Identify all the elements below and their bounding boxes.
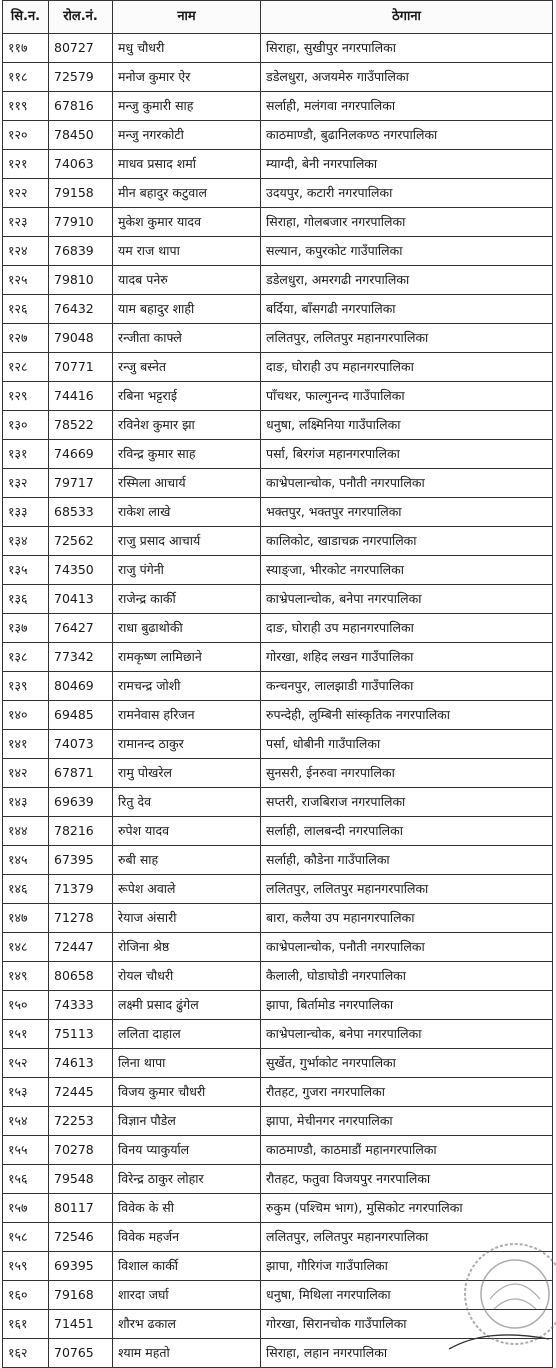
address-cell: पाँचथर, फाल्गुनन्द गाउँपालिका [261, 382, 553, 411]
name-cell: विवेक के सी [113, 1194, 261, 1223]
roll-number-cell: 70278 [49, 1136, 113, 1165]
name-cell: लिना थापा [113, 1049, 261, 1078]
address-cell: सर्लाही, मलंगवा नगरपालिका [261, 92, 553, 121]
header-serial-number: सि.न. [3, 1, 49, 34]
address-cell: ललितपुर, ललितपुर महानगरपालिका [261, 875, 553, 904]
serial-number-cell: १४७ [3, 904, 49, 933]
address-cell: कालिकोट, खाडाचक्र नगरपालिका [261, 527, 553, 556]
table-row [3, 353, 553, 382]
address-cell: स्याङ्जा, भीरकोट नगरपालिका [261, 556, 553, 585]
address-cell: सिराहा, लहान नगरपालिका [261, 1339, 553, 1368]
roll-number-cell: 72447 [49, 933, 113, 962]
name-cell: मनोज कुमार ऐर [113, 63, 261, 92]
serial-number-cell: १४२ [3, 759, 49, 788]
roll-number-cell: 75113 [49, 1020, 113, 1049]
roll-number-cell: 67871 [49, 759, 113, 788]
name-cell: रितु देव [113, 788, 261, 817]
address-cell: डडेलधुरा, अमरगढी नगरपालिका [261, 266, 553, 295]
address-cell: धनुषा, मिथिला नगरपालिका [261, 1281, 553, 1310]
name-cell: राकेश लाखे [113, 498, 261, 527]
header-address: ठेगाना [261, 1, 553, 34]
name-cell: रविनेश कुमार झा [113, 411, 261, 440]
table-row [3, 498, 553, 527]
name-cell: रोजिना श्रेष्ठ [113, 933, 261, 962]
roll-number-cell: 68533 [49, 498, 113, 527]
table-row [3, 1252, 553, 1281]
name-cell: ललिता दाहाल [113, 1020, 261, 1049]
serial-number-cell: १५० [3, 991, 49, 1020]
roll-number-cell: 74063 [49, 150, 113, 179]
roll-number-cell: 71379 [49, 875, 113, 904]
serial-number-cell: १४८ [3, 933, 49, 962]
roll-number-cell: 71278 [49, 904, 113, 933]
serial-number-cell: १२८ [3, 353, 49, 382]
table-row [3, 759, 553, 788]
name-cell: यम राज थापा [113, 237, 261, 266]
address-cell: झापा, गौरिगंज गाउँपालिका [261, 1252, 553, 1281]
serial-number-cell: १५८ [3, 1223, 49, 1252]
table-header [3, 1, 553, 34]
table-row [3, 788, 553, 817]
address-cell: ललितपुर, ललितपुर महानगरपालिका [261, 1223, 553, 1252]
table-row [3, 121, 553, 150]
name-cell: रन्जीता काफ्ले [113, 324, 261, 353]
roll-number-cell: 74669 [49, 440, 113, 469]
address-cell: रौतहट, फतुवा विजयपुर नगरपालिका [261, 1165, 553, 1194]
roll-number-cell: 78522 [49, 411, 113, 440]
roll-number-cell: 78216 [49, 817, 113, 846]
address-cell: सिराहा, सुखीपुर नगरपालिका [261, 34, 553, 63]
name-cell: रामानन्द ठाकुर [113, 730, 261, 759]
table-row [3, 991, 553, 1020]
table-row [3, 1078, 553, 1107]
address-cell: पर्सा, बिरगंज महानगरपालिका [261, 440, 553, 469]
name-cell: राजु प्रसाद आचार्य [113, 527, 261, 556]
name-cell: रन्जु बस्नेत [113, 353, 261, 382]
roll-number-cell: 72546 [49, 1223, 113, 1252]
roll-number-cell: 72445 [49, 1078, 113, 1107]
name-cell: मधु चौधरी [113, 34, 261, 63]
address-cell: बारा, कलैया उप महानगरपालिका [261, 904, 553, 933]
serial-number-cell: १५७ [3, 1194, 49, 1223]
table-row [3, 875, 553, 904]
name-cell: राधा बुढाथोकी [113, 614, 261, 643]
table-row [3, 179, 553, 208]
roll-number-cell: 79810 [49, 266, 113, 295]
table-row [3, 1049, 553, 1078]
serial-number-cell: १६१ [3, 1310, 49, 1339]
name-cell: रामु पोखरेल [113, 759, 261, 788]
serial-number-cell: १४४ [3, 817, 49, 846]
serial-number-cell: १२७ [3, 324, 49, 353]
serial-number-cell: १३२ [3, 469, 49, 498]
table-row [3, 382, 553, 411]
name-cell: मन्जु कुमारी साह [113, 92, 261, 121]
table-row [3, 730, 553, 759]
serial-number-cell: १५६ [3, 1165, 49, 1194]
candidate-table [2, 0, 553, 1368]
name-cell: श्याम महतो [113, 1339, 261, 1368]
serial-number-cell: १४६ [3, 875, 49, 904]
roll-number-cell: 79048 [49, 324, 113, 353]
roll-number-cell: 70413 [49, 585, 113, 614]
table-row [3, 411, 553, 440]
serial-number-cell: १४० [3, 701, 49, 730]
address-cell: म्याग्दी, बेनी नगरपालिका [261, 150, 553, 179]
table-row [3, 208, 553, 237]
address-cell: रुकुम (पश्चिम भाग), मुसिकोट नगरपालिका [261, 1194, 553, 1223]
roll-number-cell: 80727 [49, 34, 113, 63]
roll-number-cell: 72253 [49, 1107, 113, 1136]
name-cell: विज्ञान पौडेल [113, 1107, 261, 1136]
table-row [3, 1165, 553, 1194]
roll-number-cell: 69639 [49, 788, 113, 817]
address-cell: झापा, मेचीनगर नगरपालिका [261, 1107, 553, 1136]
roll-number-cell: 69395 [49, 1252, 113, 1281]
table-row [3, 440, 553, 469]
serial-number-cell: १४३ [3, 788, 49, 817]
name-cell: राजेन्द्र कार्की [113, 585, 261, 614]
roll-number-cell: 80117 [49, 1194, 113, 1223]
roll-number-cell: 77910 [49, 208, 113, 237]
table-row [3, 1223, 553, 1252]
name-cell: रेयाज अंसारी [113, 904, 261, 933]
header-row [3, 1, 553, 34]
serial-number-cell: ११९ [3, 92, 49, 121]
address-cell: रुपन्देही, लुम्बिनी सांस्कृतिक नगरपालिका [261, 701, 553, 730]
address-cell: काभ्रेपलान्चोक, पनौती नगरपालिका [261, 469, 553, 498]
name-cell: रामनेवास हरिजन [113, 701, 261, 730]
roll-number-cell: 74073 [49, 730, 113, 759]
serial-number-cell: १३४ [3, 527, 49, 556]
serial-number-cell: १३० [3, 411, 49, 440]
address-cell: दाङ, घोराही उप महानगरपालिका [261, 353, 553, 382]
name-cell: विनय प्याकुर्याल [113, 1136, 261, 1165]
table-row [3, 672, 553, 701]
table-row [3, 1136, 553, 1165]
address-cell: सर्लाही, लालबन्दी नगरपालिका [261, 817, 553, 846]
name-cell: रूपेश अवाले [113, 875, 261, 904]
serial-number-cell: १३७ [3, 614, 49, 643]
name-cell: शौरभ ढकाल [113, 1310, 261, 1339]
address-cell: काभ्रेपलान्चोक, पनौती नगरपालिका [261, 933, 553, 962]
address-cell: सुर्खेत, गुर्भाकोट नगरपालिका [261, 1049, 553, 1078]
address-cell: सल्यान, कपुरकोट गाउँपालिका [261, 237, 553, 266]
serial-number-cell: १३६ [3, 585, 49, 614]
serial-number-cell: १३८ [3, 643, 49, 672]
table-row [3, 1281, 553, 1310]
roll-number-cell: 70771 [49, 353, 113, 382]
name-cell: रुबी साह [113, 846, 261, 875]
roll-number-cell: 76432 [49, 295, 113, 324]
name-cell: रुपेश यादव [113, 817, 261, 846]
serial-number-cell: १३५ [3, 556, 49, 585]
table-row [3, 1339, 553, 1368]
serial-number-cell: १४९ [3, 962, 49, 991]
roll-number-cell: 72579 [49, 63, 113, 92]
address-cell: सिराहा, गोलबजार नगरपालिका [261, 208, 553, 237]
name-cell: रबिना भट्टराई [113, 382, 261, 411]
address-cell: भक्तपुर, भक्तपुर नगरपालिका [261, 498, 553, 527]
address-cell: झापा, बिर्तामोड नगरपालिका [261, 991, 553, 1020]
table-row [3, 324, 553, 353]
roll-number-cell: 74416 [49, 382, 113, 411]
address-cell: दाङ, घोराही उप महानगरपालिका [261, 614, 553, 643]
roll-number-cell: 72562 [49, 527, 113, 556]
table-row [3, 817, 553, 846]
roll-number-cell: 67816 [49, 92, 113, 121]
address-cell: रौतहट, गुजरा नगरपालिका [261, 1078, 553, 1107]
name-cell: रविन्द्र कुमार साह [113, 440, 261, 469]
table-row [3, 1194, 553, 1223]
name-cell: माधव प्रसाद शर्मा [113, 150, 261, 179]
serial-number-cell: ११७ [3, 34, 49, 63]
table-row [3, 904, 553, 933]
serial-number-cell: १५५ [3, 1136, 49, 1165]
serial-number-cell: १४५ [3, 846, 49, 875]
address-cell: गोरखा, सिरानचोक गाउँपालिका [261, 1310, 553, 1339]
name-cell: मन्जु नगरकोटी [113, 121, 261, 150]
roll-number-cell: 74333 [49, 991, 113, 1020]
roll-number-cell: 77342 [49, 643, 113, 672]
table-row [3, 295, 553, 324]
table-row [3, 1107, 553, 1136]
table-row [3, 92, 553, 121]
table-row [3, 63, 553, 92]
serial-number-cell: १५३ [3, 1078, 49, 1107]
serial-number-cell: १६० [3, 1281, 49, 1310]
serial-number-cell: १३३ [3, 498, 49, 527]
serial-number-cell: १२३ [3, 208, 49, 237]
roll-number-cell: 67395 [49, 846, 113, 875]
roll-number-cell: 69485 [49, 701, 113, 730]
name-cell: विवेक महर्जन [113, 1223, 261, 1252]
roll-number-cell: 76427 [49, 614, 113, 643]
name-cell: रामकृष्ण लामिछाने [113, 643, 261, 672]
serial-number-cell: १२२ [3, 179, 49, 208]
name-cell: विजय कुमार चौधरी [113, 1078, 261, 1107]
roll-number-cell: 79717 [49, 469, 113, 498]
roll-number-cell: 71451 [49, 1310, 113, 1339]
address-cell: काभ्रेपलान्चोक, बनेपा नगरपालिका [261, 1020, 553, 1049]
roll-number-cell: 79168 [49, 1281, 113, 1310]
address-cell: काभ्रेपलान्चोक, बनेपा नगरपालिका [261, 585, 553, 614]
serial-number-cell: १५२ [3, 1049, 49, 1078]
table-row [3, 1020, 553, 1049]
roll-number-cell: 74350 [49, 556, 113, 585]
header-roll-number: रोल.नं. [49, 1, 113, 34]
serial-number-cell: १२६ [3, 295, 49, 324]
name-cell: याम बहादुर शाही [113, 295, 261, 324]
name-cell: रोयल चौधरी [113, 962, 261, 991]
address-cell: सुनसरी, ईनरुवा नगरपालिका [261, 759, 553, 788]
address-cell: गोरखा, शहिद लखन गाउँपालिका [261, 643, 553, 672]
address-cell: डडेलधुरा, अजयमेरु गाउँपालिका [261, 63, 553, 92]
table-row [3, 266, 553, 295]
address-cell: काठमाण्डौ, बुढानिलकण्ठ नगरपालिका [261, 121, 553, 150]
table-row [3, 933, 553, 962]
serial-number-cell: १२९ [3, 382, 49, 411]
roll-number-cell: 79548 [49, 1165, 113, 1194]
name-cell: विरेन्द्र ठाकुर लोहार [113, 1165, 261, 1194]
roll-number-cell: 80658 [49, 962, 113, 991]
table-row [3, 527, 553, 556]
table-row [3, 469, 553, 498]
address-cell: पर्सा, धोबीनी गाउँपालिका [261, 730, 553, 759]
table-row [3, 237, 553, 266]
serial-number-cell: ११८ [3, 63, 49, 92]
roll-number-cell: 80469 [49, 672, 113, 701]
table-row [3, 585, 553, 614]
roll-number-cell: 78450 [49, 121, 113, 150]
address-cell: ललितपुर, ललितपुर महानगरपालिका [261, 324, 553, 353]
name-cell: शारदा जर्घा [113, 1281, 261, 1310]
table-row [3, 962, 553, 991]
serial-number-cell: १५४ [3, 1107, 49, 1136]
table-row [3, 150, 553, 179]
name-cell: राजु पंगेनी [113, 556, 261, 585]
name-cell: यादब पनेरु [113, 266, 261, 295]
table-body [3, 34, 553, 1368]
roll-number-cell: 76839 [49, 237, 113, 266]
serial-number-cell: १२५ [3, 266, 49, 295]
serial-number-cell: १२४ [3, 237, 49, 266]
serial-number-cell: १२० [3, 121, 49, 150]
address-cell: बर्दिया, बाँसगढी नगरपालिका [261, 295, 553, 324]
address-cell: धनुषा, लक्ष्मिनिया गाउँपालिका [261, 411, 553, 440]
name-cell: लक्ष्मी प्रसाद ढुंगेल [113, 991, 261, 1020]
name-cell: मीन बहादुर कटुवाल [113, 179, 261, 208]
header-name: नाम [113, 1, 261, 34]
table-row [3, 701, 553, 730]
serial-number-cell: १६२ [3, 1339, 49, 1368]
table-row [3, 846, 553, 875]
serial-number-cell: १२१ [3, 150, 49, 179]
address-cell: सप्तरी, राजबिराज नगरपालिका [261, 788, 553, 817]
roll-number-cell: 79158 [49, 179, 113, 208]
address-cell: कैलाली, घोडाघोडी नगरपालिका [261, 962, 553, 991]
serial-number-cell: १३९ [3, 672, 49, 701]
name-cell: रस्मिला आचार्य [113, 469, 261, 498]
name-cell: रामचन्द्र जोशी [113, 672, 261, 701]
table-row [3, 643, 553, 672]
serial-number-cell: १५९ [3, 1252, 49, 1281]
address-cell: सर्लाही, कौडेना गाउँपालिका [261, 846, 553, 875]
address-cell: काठमाण्डौ, काठमाडौं महानगरपालिका [261, 1136, 553, 1165]
name-cell: विशाल कार्की [113, 1252, 261, 1281]
serial-number-cell: १४१ [3, 730, 49, 759]
table-row [3, 614, 553, 643]
table-row [3, 34, 553, 63]
table-row [3, 1310, 553, 1339]
address-cell: कन्चनपुर, लालझाडी गाउँपालिका [261, 672, 553, 701]
serial-number-cell: १३१ [3, 440, 49, 469]
address-cell: उदयपुर, कटारी नगरपालिका [261, 179, 553, 208]
roll-number-cell: 74613 [49, 1049, 113, 1078]
roll-number-cell: 70765 [49, 1339, 113, 1368]
name-cell: मुकेश कुमार यादव [113, 208, 261, 237]
serial-number-cell: १५१ [3, 1020, 49, 1049]
table-row [3, 556, 553, 585]
